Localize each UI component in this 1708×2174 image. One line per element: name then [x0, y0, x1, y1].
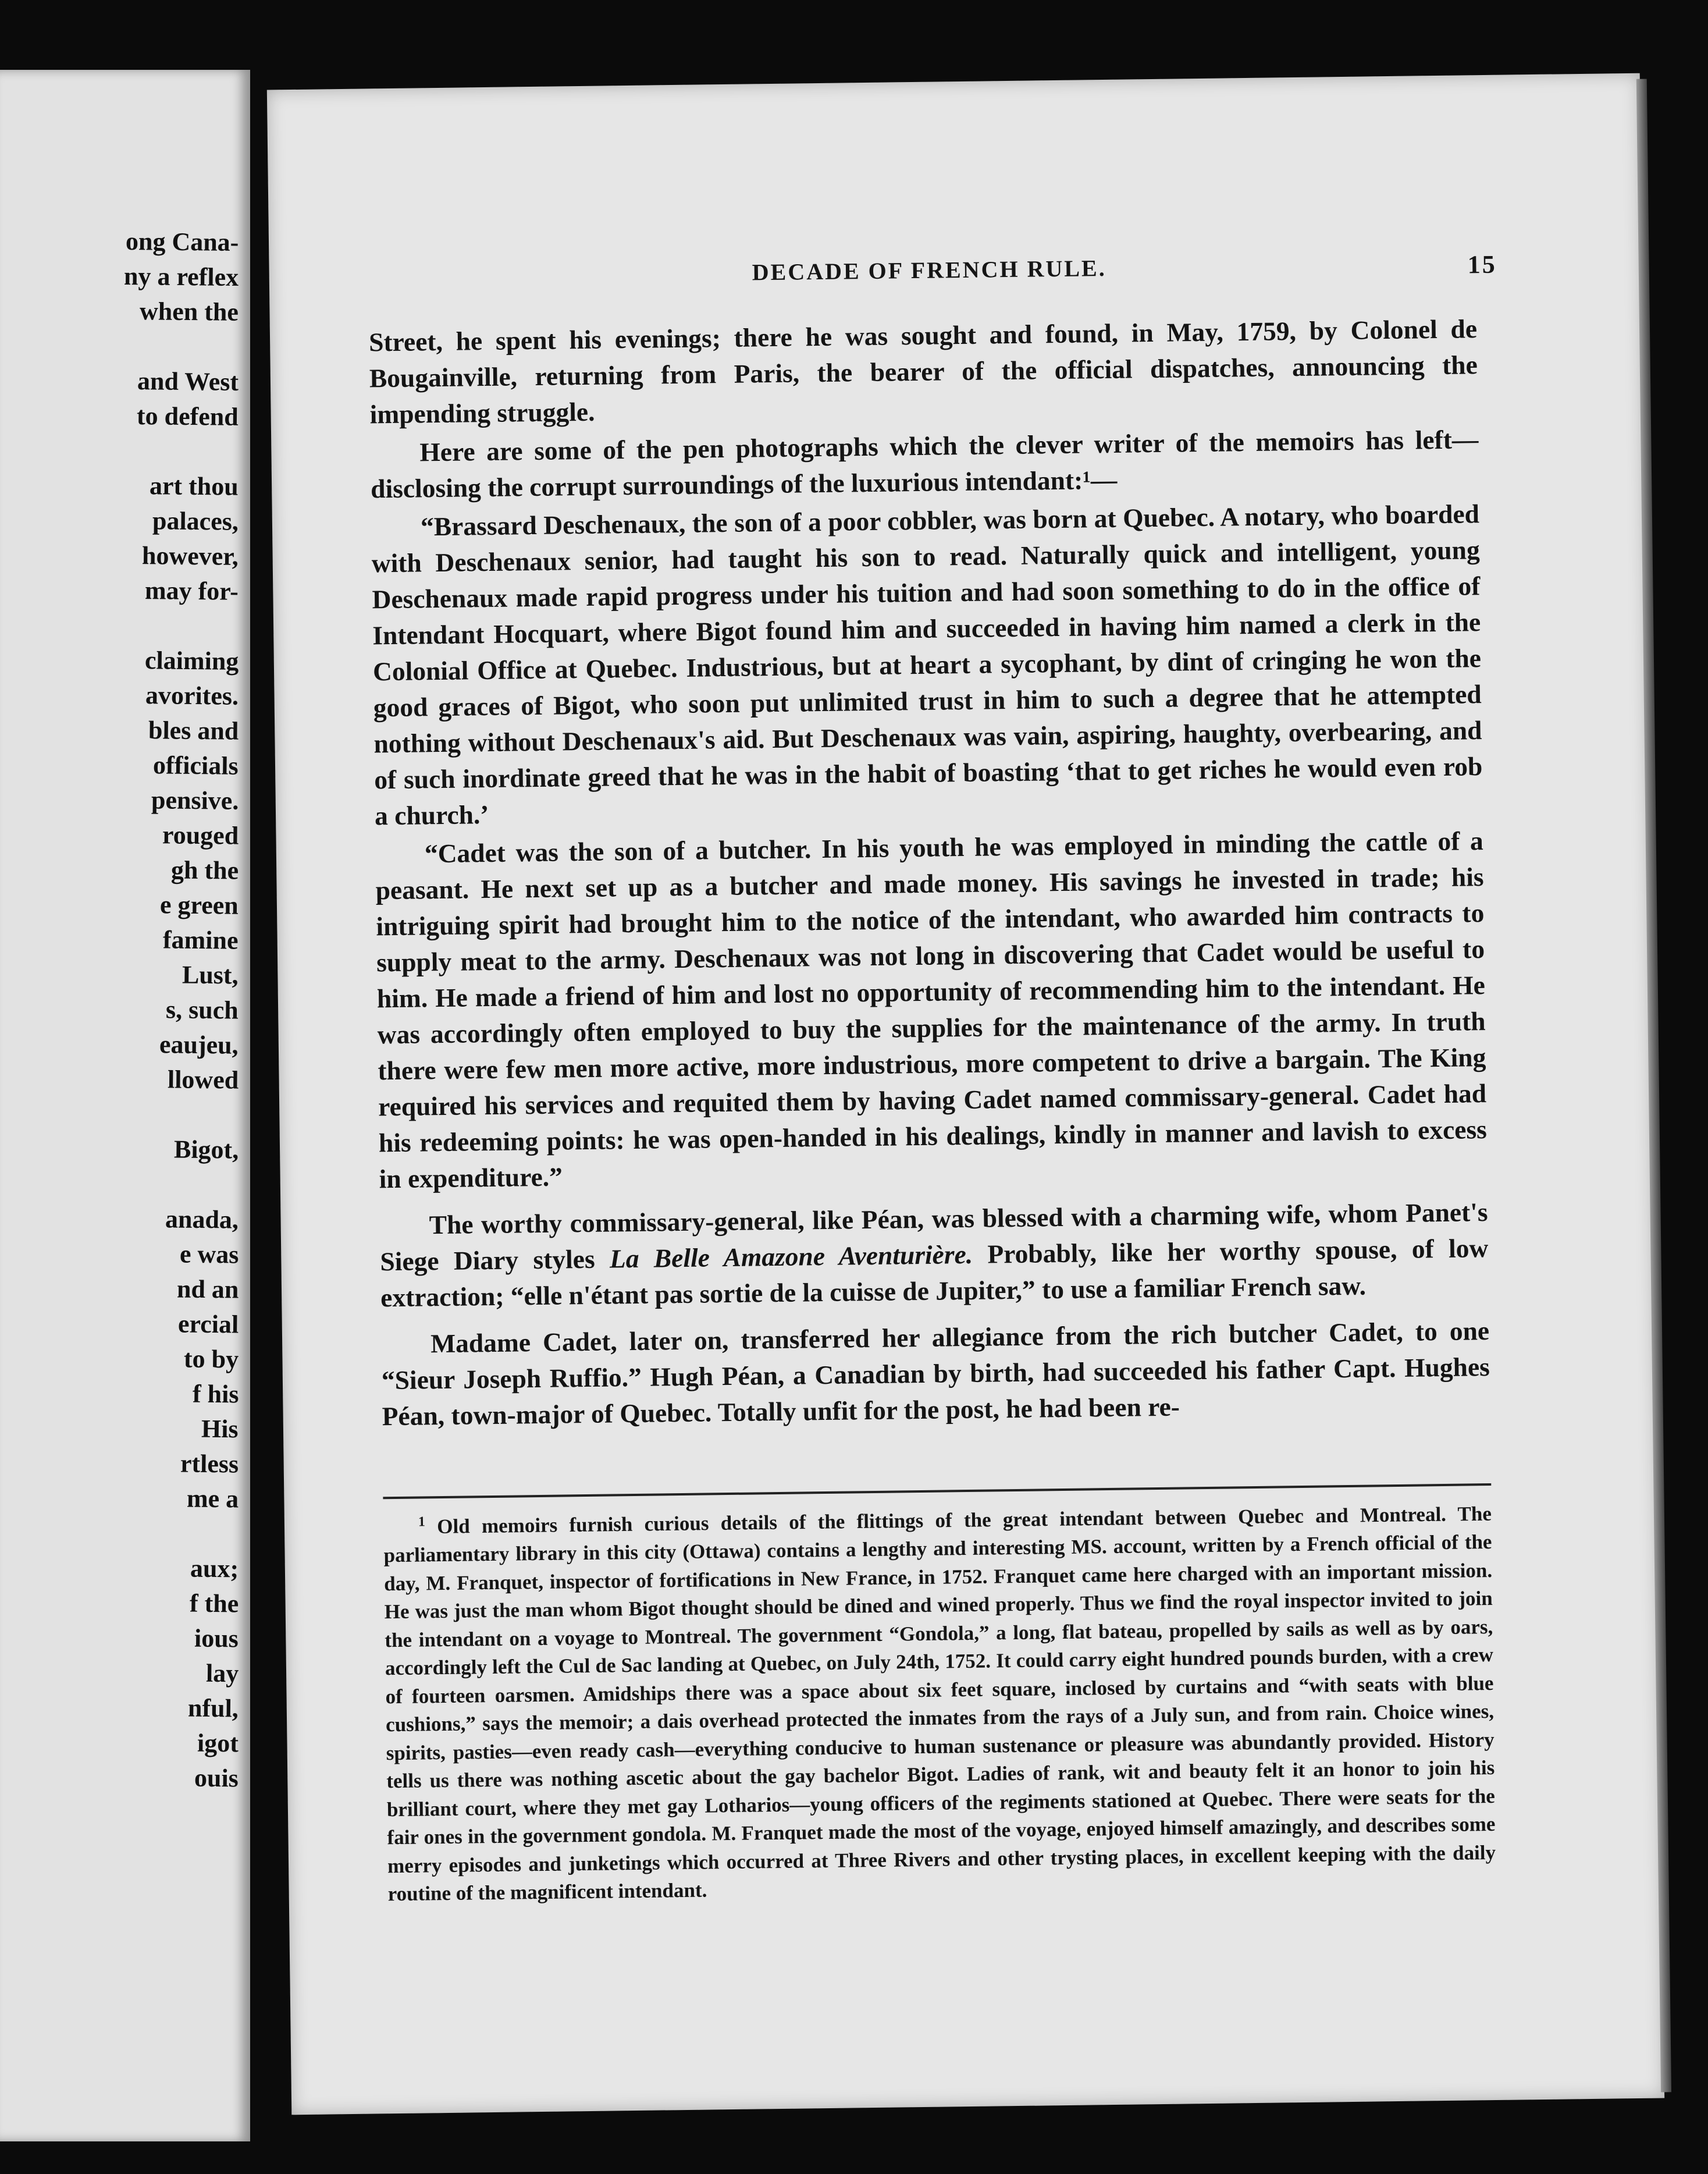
left-page-line: His [201, 1414, 239, 1444]
left-page-line: officials [153, 751, 239, 780]
left-page-line: to defend [136, 402, 239, 431]
left-page-line: s, such [166, 995, 239, 1025]
left-page-line: pensive. [151, 786, 239, 815]
page-edge [1636, 79, 1671, 2093]
left-page-line: igot [197, 1728, 239, 1758]
footnote [383, 1495, 1496, 1909]
left-page-line: f his [192, 1379, 239, 1409]
left-page-line: lay [205, 1658, 239, 1688]
left-page-line: palaces, [152, 506, 239, 536]
left-page-line: may for- [144, 576, 239, 606]
left-page-line: e was [179, 1239, 239, 1269]
main-page [267, 73, 1664, 2115]
left-facing-page [0, 70, 250, 2141]
left-page-line: nful, [187, 1693, 239, 1723]
left-page-line: Lust, [182, 960, 239, 990]
body-text [369, 311, 1490, 1434]
running-title: DECADE OF FRENCH RULE. [752, 254, 1106, 286]
left-page-line: claiming [144, 646, 239, 676]
left-page-line: famine [163, 925, 239, 955]
left-page-line: art thou [149, 471, 239, 501]
left-page-line: rtless [180, 1449, 239, 1479]
left-page-line: and West [137, 367, 239, 396]
left-page-line: ercial [177, 1309, 239, 1339]
left-page-line: aux; [190, 1554, 239, 1583]
left-page-line: bles and [148, 716, 239, 745]
left-page-line: anada, [165, 1205, 239, 1234]
left-page-line: e green [159, 890, 239, 920]
left-page-line: avorites. [145, 681, 239, 711]
left-page-line: ious [194, 1624, 239, 1653]
paragraph: Street, he spent his evenings; there he was sought and found, in May, 1759, by Colonel de Bougainville, returning from Paris, the bearer of the official dispatches, announcing the impending struggle. [368, 314, 1478, 429]
paragraph-cadet-wife [379, 1194, 1489, 1316]
left-page-line: to by [183, 1344, 239, 1374]
running-head [269, 248, 1642, 286]
left-page-line: llowed [167, 1065, 239, 1095]
footnote-mark: 1 [418, 1514, 426, 1530]
left-page-line: nd an [176, 1274, 239, 1304]
left-page-line: however, [141, 541, 239, 571]
paragraph-last: Madame Cadet, later on, transferred her allegiance from the rich butcher Cadet, to one “Sieur Joseph Ruffio.” Hugh Péan, a Canadian by birth, had succeeded his father Capt. Hughes Péan, town-major of Quebec. Totally unfit for the post, he had been re- [381, 1316, 1490, 1431]
left-page-line: gh the [170, 855, 239, 885]
paragraph-text: Probably, like her worthy spouse, of low extraction; “elle n'étant pas sortie de la cuisse de Jupiter,” to use a familiar French saw. [380, 1233, 1489, 1313]
left-page-line: ny a reflex [123, 261, 239, 292]
left-page-line: me a [186, 1484, 239, 1514]
left-page-line: eaujeu, [159, 1030, 239, 1060]
left-page-line: ong Cana- [125, 226, 239, 257]
paragraph-text: The worthy commissary-general, like Péan, was blessed with a charming wife, whom Panet's Siege Diary styles [380, 1197, 1488, 1277]
left-page-line: rouged [162, 820, 239, 850]
paragraph: “Cadet was the son of a butcher. In his youth he was employed in minding the cattle of a peasant. He next set up as a butcher and made money. His savings he invested in trade; his intriguing spirit had brought him to the notice of the intendant, who awarded him contracts to supply meat to the army. Deschenaux was not long in discovering that Cadet would be useful to him. He made a friend of him and lost no opportunity of recommending him to the intendant. He was accordingly often employed to buy the supplies for the maintenance of the army. In truth there were few men more active, more industrious, more competent to drive a bargain. The King required his services and requited them by having Cadet named commissary-general. Cadet had his redeeming points: he was open-handed in his dealings, kindly in manner and lavish to excess in expenditure.” [375, 826, 1488, 1194]
paragraph: “Brassard Deschenaux, the son of a poor cobbler, was born at Quebec. A notary, who boarded with Deschenaux senior, had taught his son to read. Naturally quick and intelligent, young Deschenaux made rapid progress under his tuition and had soon something to do in the office of Intendant Hocquart, where Bigot found him and succeeded in having him named a clerk in the Colonial Office at Quebec. Industrious, but at heart a sycophant, by dint of cringing he won the good graces of Bigot, who soon put unlimited trust in him to such a degree that he attempted nothing without Deschenaux's aid. But Deschenaux was vain, aspiring, haughty, overbearing, and of such inordinate greed that he was in the habit of boasting ‘that to get riches he would even rob a church.’ [371, 499, 1483, 831]
page-number: 15 [1467, 250, 1497, 279]
left-page-line: f the [189, 1589, 239, 1618]
left-page-line: ouis [194, 1763, 239, 1793]
footnote-text: Old memoirs furnish curious details of the flittings of the great intendant between Quebec and Montreal. The parliamentary library in this city (Ottawa) contains a lengthy and interesting MS. account, written by a French official of the day, M. Franquet, inspector of fortifications in New France, in 1752. Franquet came here charged with an important mission. He was just the man whom Bigot thought should be dined and wined properly. Thus we find the royal inspector invited to join the intendant on a voyage to Montreal. The government “Gondola,” a long, flat bateau, propelled by sails as well as by oars, accordingly left the Cul de Sac landing at Quebec, on July 24th, 1752. It could carry eight hundred pounds burden, with a crew of fourteen oarsmen. Amidships there was a space about six feet square, inclosed by curtains and “with seats with blue cushions,” says the memoir; a dais overhead protected the inmates from the rays of a July sun, and from rain. Choice wines, spirits, pasties—even ready cash—everything conducive to human sustenance or pleasure was abundantly provided. History tells us there was nothing ascetic about the gay bachelor Bigot. Ladies of rank, wit and beauty felt it an honor to join his brilliant court, where they met gay Lotharios—young officers of the regiments stationed at Quebec. There were seats for the fair ones in the government gondola. M. Franquet made the most of the voyage, enjoyed himself amazingly, and describes some merry episodes and junketings which occurred at Three Rivers and other trysting places, in excellent keeping with the daily routine of the magnificent intendant. [383, 1502, 1496, 1906]
left-page-line: Bigot, [173, 1135, 239, 1164]
left-page-line: when the [139, 297, 239, 326]
paragraph: Here are some of the pen photographs which the clever writer of the memoirs has left—disclosing the corrupt surroundings of the luxurious intendant:¹— [370, 424, 1479, 504]
italic-title: La Belle Amazone Aventurière. [609, 1239, 973, 1274]
